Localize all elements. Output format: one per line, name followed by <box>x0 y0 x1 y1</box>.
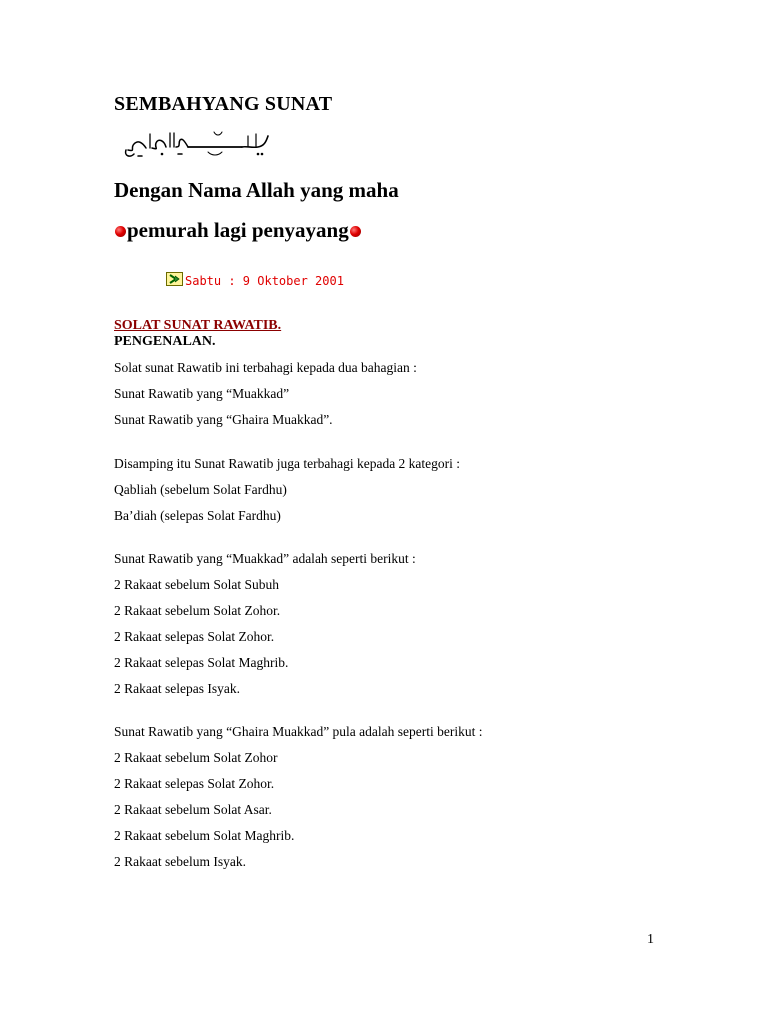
body-line: Sunat Rawatib yang “Ghaira Muakkad”. <box>114 412 333 427</box>
list-item: 2 Rakaat selepas Solat Zohor. <box>114 629 275 644</box>
date-text: Sabtu : 9 Oktober 2001 <box>185 274 344 288</box>
list-item: 2 Rakaat sebelum Solat Zohor <box>114 750 278 765</box>
red-ball-bullet-icon <box>115 226 126 237</box>
section-subtitle: PENGENALAN. <box>114 334 216 349</box>
body-line: Qabliah (sebelum Solat Fardhu) <box>114 482 287 497</box>
list-item: 2 Rakaat sebelum Solat Asar. <box>114 802 272 817</box>
list-item: 2 Rakaat selepas Solat Maghrib. <box>114 655 289 670</box>
heading-line-1: Dengan Nama Allah yang maha <box>114 178 399 202</box>
heading-line-2 <box>114 218 362 243</box>
list-item: 2 Rakaat selepas Solat Zohor. <box>114 776 275 791</box>
heading-line-2-text: pemurah lagi penyayang <box>127 218 349 242</box>
body-line: Sunat Rawatib yang “Ghaira Muakkad” pula adalah seperti berikut : <box>114 724 483 739</box>
section-title-link[interactable]: SOLAT SUNAT RAWATIB. <box>114 318 282 333</box>
body-line: Disamping itu Sunat Rawatib juga terbahagi kepada 2 kategori : <box>114 456 461 471</box>
list-item: 2 Rakaat selepas Isyak. <box>114 681 240 696</box>
body-line: Sunat Rawatib yang “Muakkad” <box>114 386 290 401</box>
page-number: 1 <box>647 932 654 947</box>
basmala-calligraphy-image <box>118 128 274 162</box>
list-item: 2 Rakaat sebelum Solat Maghrib. <box>114 828 295 843</box>
arrow-note-icon <box>166 272 183 286</box>
body-line: Ba’diah (selepas Solat Fardhu) <box>114 508 281 523</box>
body-line: Solat sunat Rawatib ini terbahagi kepada dua bahagian : <box>114 360 417 375</box>
list-item: 2 Rakaat sebelum Solat Subuh <box>114 577 279 592</box>
body-line: Sunat Rawatib yang “Muakkad” adalah seperti berikut : <box>114 551 416 566</box>
document-title: SEMBAHYANG SUNAT <box>114 93 333 115</box>
list-item: 2 Rakaat sebelum Solat Zohor. <box>114 603 281 618</box>
list-item: 2 Rakaat sebelum Isyak. <box>114 854 246 869</box>
red-ball-bullet-icon <box>350 226 361 237</box>
